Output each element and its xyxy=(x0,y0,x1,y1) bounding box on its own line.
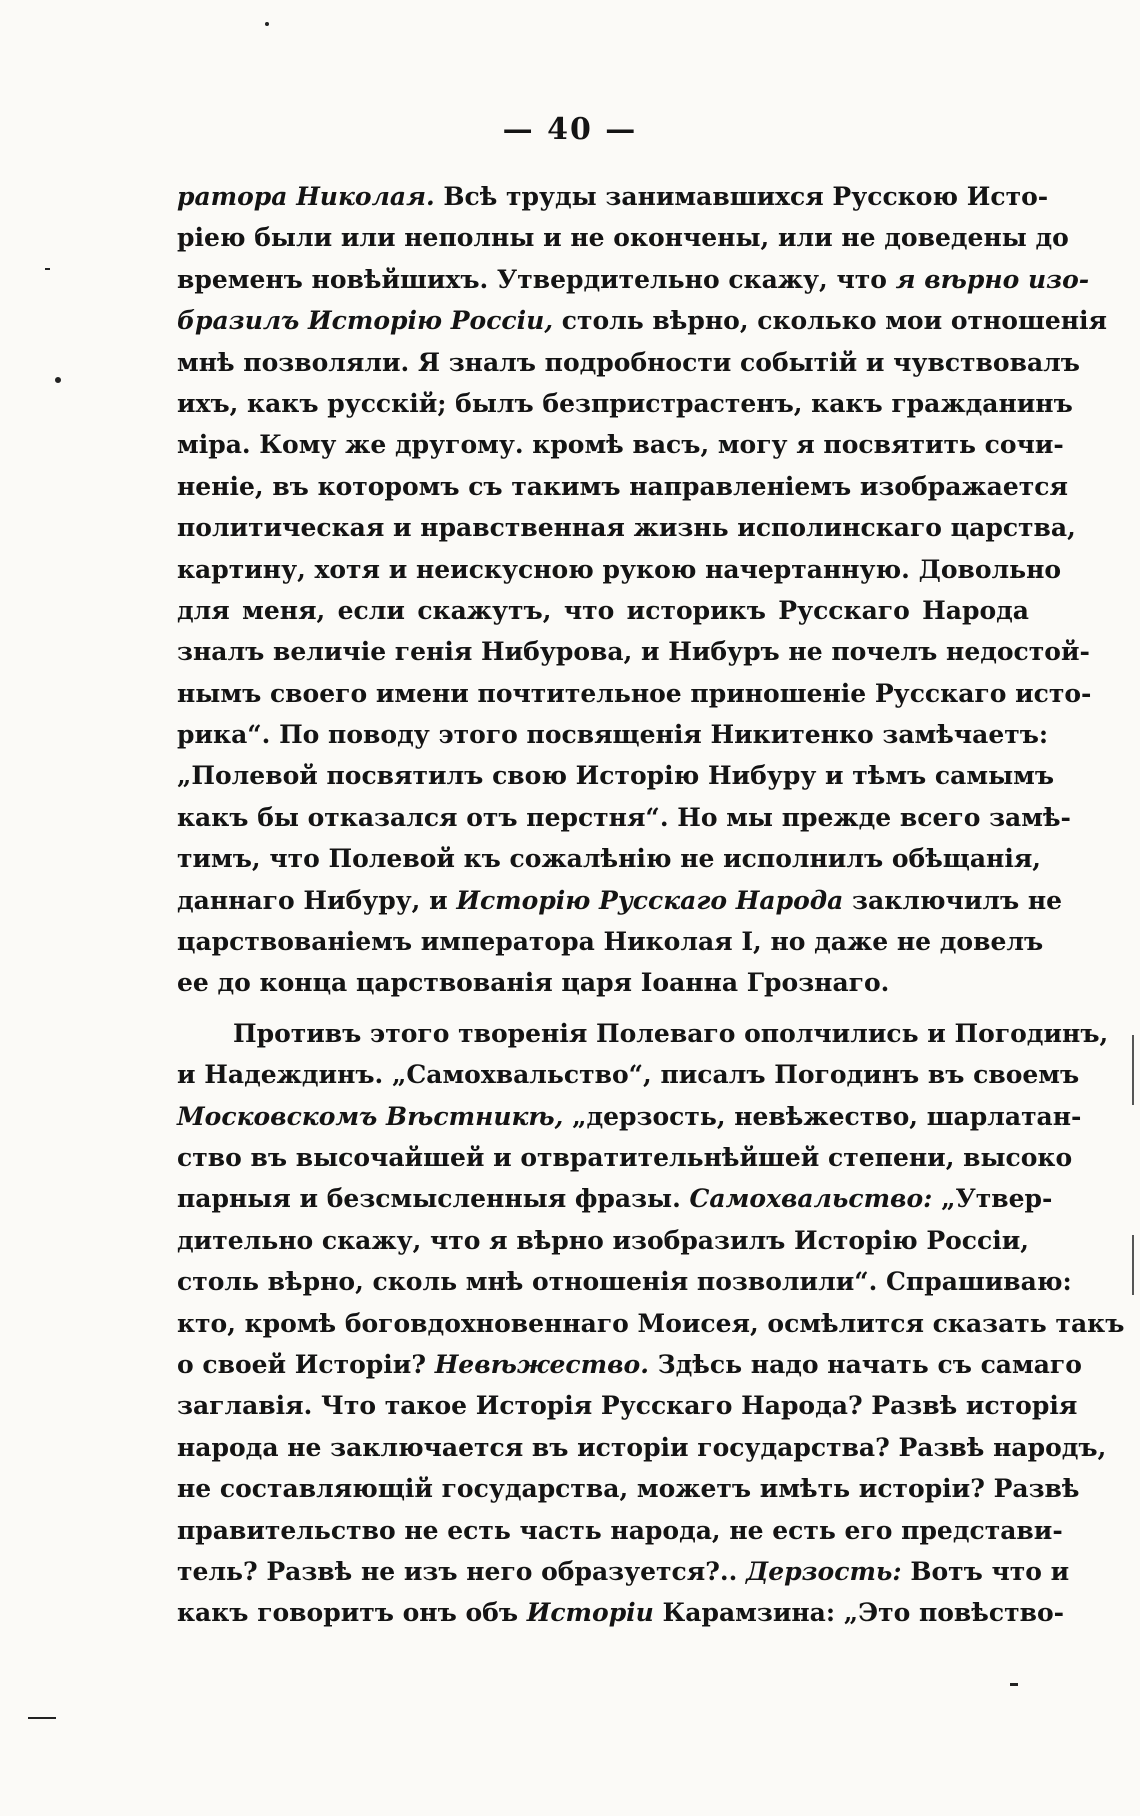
text-segment: ее до конца царствованія царя Іоанна Грознаго. xyxy=(177,968,890,998)
text-line xyxy=(177,673,1092,714)
text-segment: міра. Кому же другому. кромѣ васъ, могу я посвятить сочи- xyxy=(177,430,1064,460)
italic-text-segment: бразилъ Исторію Россіи, xyxy=(177,306,554,336)
text-segment: для меня, если скажутъ, что историкъ Русскаго Народа xyxy=(177,595,1029,625)
text-line xyxy=(177,424,1064,465)
text-line xyxy=(177,1137,1073,1178)
text-line xyxy=(177,1468,1080,1509)
text-segment: столь вѣрно, сколько мои отношенія xyxy=(553,306,1108,336)
italic-text-segment: ратора Николая. xyxy=(177,182,435,211)
scan-edge-line xyxy=(1132,1035,1134,1105)
text-segment: Здѣсь надо начать съ самаго xyxy=(648,1349,1082,1379)
text-line xyxy=(177,921,1044,962)
text-line xyxy=(177,1096,1082,1137)
text-line xyxy=(177,714,1049,755)
text-line xyxy=(177,755,1055,796)
text-line xyxy=(177,631,1090,672)
text-segment: рика“. По поводу этого посвященія Никитенко замѣчаетъ: xyxy=(177,720,1049,750)
text-segment: зналъ величіе генія Нибурова, и Нибуръ не почелъ недостой- xyxy=(177,637,1090,667)
text-segment: Противъ этого творенія Полеваго ополчились и Погодинъ, xyxy=(233,1018,1109,1048)
text-line xyxy=(177,1385,1078,1426)
italic-text-segment: Невѣжество. xyxy=(434,1349,649,1379)
text-segment: царствованіемъ императора Николая I, но даже не довелъ xyxy=(177,927,1044,957)
text-segment: Всѣ труды занимавшихся Русскою Исто- xyxy=(434,182,1049,211)
text-segment: картину, хотя и неискусною рукою начертанную. Довольно xyxy=(177,554,1062,584)
text-segment: кто, кромѣ боговдохновеннаго Моисея, осмѣлится сказать такъ xyxy=(177,1308,1125,1338)
text-segment: временъ новѣйшихъ. Утвердительно скажу, что xyxy=(177,264,896,294)
text-line xyxy=(177,383,1073,424)
text-segment: ихъ, какъ русскій; былъ безпристрастенъ, какъ гражданинъ xyxy=(177,388,1073,418)
text-line xyxy=(177,962,1029,1003)
scan-speck xyxy=(265,22,269,26)
scan-speck xyxy=(45,268,50,270)
scan-speck xyxy=(1010,1683,1018,1686)
text-line xyxy=(177,259,1090,300)
text-segment: народа не заключается въ исторіи государства? Развѣ народъ, xyxy=(177,1432,1107,1462)
text-line xyxy=(177,217,1069,258)
italic-text-segment: Исторіи xyxy=(526,1598,654,1628)
text-segment: парныя и безсмысленныя фразы. xyxy=(177,1184,690,1214)
text-segment: „дерзость, невѣжество, шарлатан- xyxy=(563,1101,1082,1131)
italic-text-segment: Исторію Русскаго Народа xyxy=(456,885,844,915)
text-line xyxy=(177,1054,1080,1095)
text-line xyxy=(177,176,1049,217)
italic-text-segment: Московскомъ Вѣстникѣ, xyxy=(177,1101,564,1131)
text-segment: Карамзина: „Это повѣство- xyxy=(653,1598,1064,1628)
text-segment: правительство не есть часть народа, не есть его представи- xyxy=(177,1515,1063,1545)
text-segment: ство въ высочайшей и отвратительнѣйшей степени, высоко xyxy=(177,1142,1073,1172)
text-line xyxy=(177,1261,1072,1302)
text-segment: тель? Развѣ не изъ него образуется?.. xyxy=(177,1556,746,1586)
text-segment: и Надеждинъ. „Самохвальство“, писалъ Погодинъ въ своемъ xyxy=(177,1060,1080,1090)
page-number: — 40 — xyxy=(502,112,638,147)
text-line xyxy=(177,507,1076,548)
text-segment: не составляющій государства, можетъ имѣть исторіи? Развѣ xyxy=(177,1474,1080,1504)
text-line xyxy=(177,1178,1053,1219)
text-line xyxy=(177,590,1029,631)
text-segment: политическая и нравственная жизнь исполинскаго царства, xyxy=(177,513,1076,543)
text-line xyxy=(177,549,1062,590)
text-line xyxy=(177,1220,1029,1261)
text-segment: даннаго Нибуру, и xyxy=(177,885,457,915)
text-segment: мнѣ позволяли. Я зналъ подробности событій и чувствовалъ xyxy=(177,347,1080,377)
text-line xyxy=(177,838,1041,879)
text-line xyxy=(177,300,1108,341)
text-line xyxy=(177,1013,1109,1054)
text-line xyxy=(177,1592,1064,1633)
text-segment: заключилъ не xyxy=(843,885,1063,915)
text-segment: „Полевой посвятилъ свою Исторію Нибуру и тѣмъ самымъ xyxy=(177,761,1055,791)
text-line xyxy=(177,1427,1107,1468)
text-line xyxy=(177,466,1068,507)
text-segment: неніе, въ которомъ съ такимъ направленіемъ изображается xyxy=(177,471,1068,501)
body-text xyxy=(177,176,1125,1634)
text-segment: Вотъ что и xyxy=(901,1556,1070,1586)
text-line xyxy=(177,1303,1125,1344)
text-segment: ріею были или неполны и не окончены, или не доведены до xyxy=(177,223,1069,253)
text-segment: нымъ своего имени почтительное приношеніе Русскаго исто- xyxy=(177,678,1092,708)
text-segment: тимъ, что Полевой къ сожалѣнію не исполнилъ обѣщанія, xyxy=(177,844,1041,874)
text-segment: какъ говоритъ онъ объ xyxy=(177,1598,527,1628)
scan-speck xyxy=(55,377,61,383)
text-segment: дительно скажу, что я вѣрно изобразилъ Исторію Россіи, xyxy=(177,1225,1029,1255)
italic-text-segment: я вѣрно изо- xyxy=(895,264,1090,294)
text-segment: какъ бы отказался отъ перстня“. Но мы прежде всего замѣ- xyxy=(177,802,1071,832)
text-line xyxy=(177,1344,1082,1385)
text-segment: о своей Исторіи? xyxy=(177,1349,435,1379)
text-line xyxy=(177,1510,1063,1551)
italic-text-segment: Самохвальство: xyxy=(689,1184,933,1214)
text-segment: столь вѣрно, сколь мнѣ отношенія позволили“. Спрашиваю: xyxy=(177,1267,1072,1297)
text-segment: „Утвер- xyxy=(932,1184,1053,1214)
italic-text-segment: Дерзость: xyxy=(745,1556,902,1586)
text-line xyxy=(177,797,1071,838)
text-line xyxy=(177,1551,1070,1592)
text-line xyxy=(177,342,1080,383)
text-segment: заглавія. Что такое Исторія Русскаго Народа? Развѣ исторія xyxy=(177,1391,1078,1421)
text-line xyxy=(177,880,1063,921)
scan-margin-line xyxy=(28,1717,56,1719)
scan-edge-line xyxy=(1132,1235,1134,1295)
